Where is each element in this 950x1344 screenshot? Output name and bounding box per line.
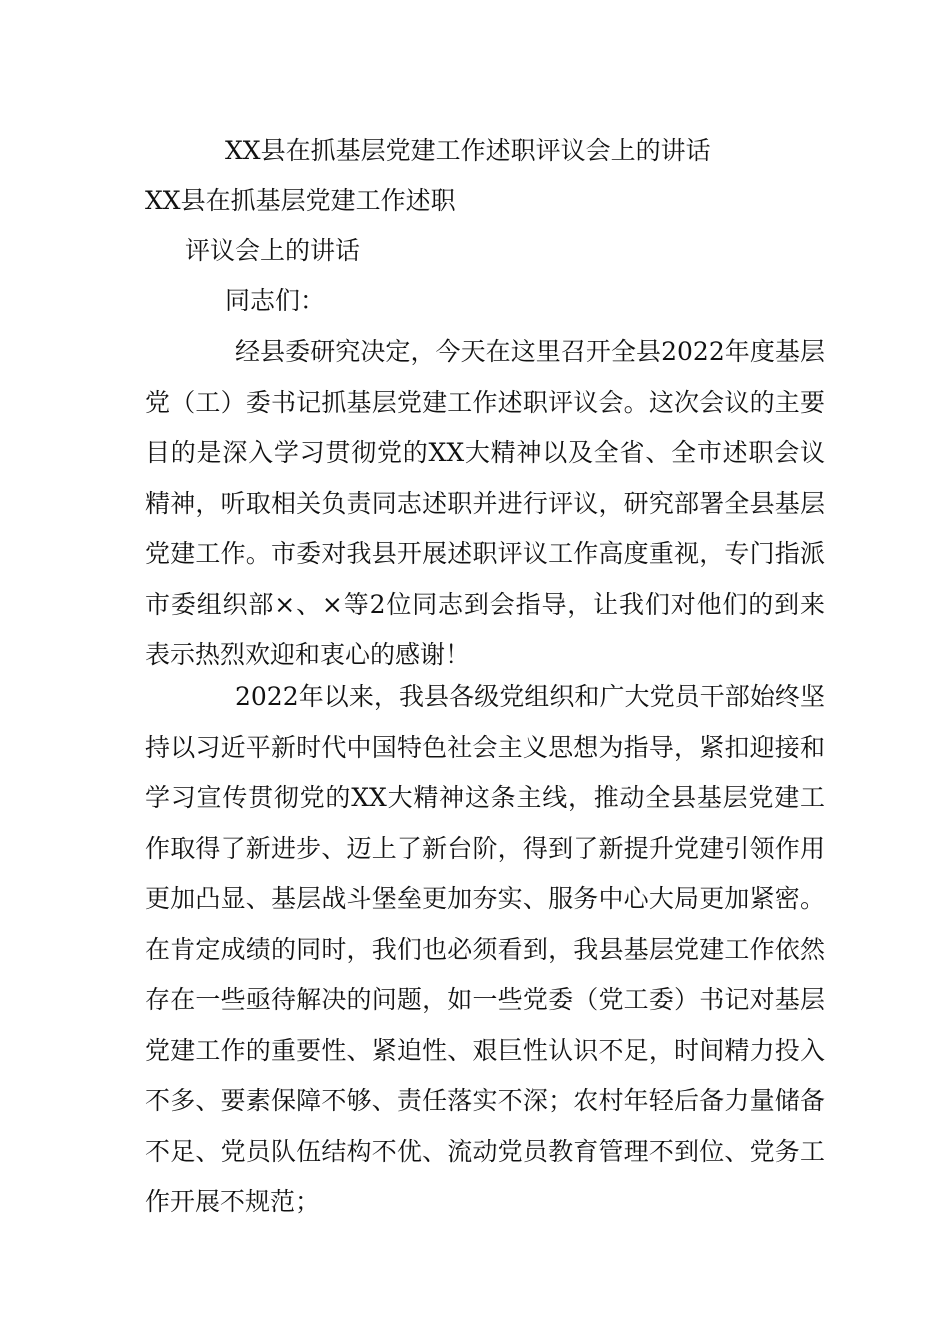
title-line-1: XX县在抓基层党建工作述职 (145, 186, 456, 215)
title-line-2: 评议会上的讲话 (185, 236, 361, 265)
document-heading: XX县在抓基层党建工作述职评议会上的讲话 (225, 136, 711, 165)
paragraph-1: 经县委研究决定，今天在这里召开全县2022年度基层党（工）委书记抓基层党建工作述职评议会。这次会议的主要目的是深入学习贯彻党的XX大精神以及全省、全市述职会议精神，听取相关负责同志述职并进行评议，研究部署全县基层党建工作。市委对我县开展述职评议工作高度重视，专门指派市委组织部×、×等2位同志到会指导，让我们对他们的到来表示热烈欢迎和衷心的感谢！ (145, 337, 825, 669)
greeting: 同志们： (225, 286, 326, 315)
paragraph-2: 2022年以来，我县各级党组织和广大党员干部始终坚持以习近平新时代中国特色社会主义思想为指导，紧扣迎接和学习宣传贯彻党的XX大精神这条主线，推动全县基层党建工作取得了新进步、迈上了新台阶，得到了新提升党建引领作用更加凸显、基层战斗堡垒更加夯实、服务中心大局更加紧密。在肯定成绩的同时，我们也必须看到，我县基层党建工作依然存在一些亟待解决的问题，如一些党委（党工委）书记对基层党建工作的重要性、紧迫性、艰巨性认识不足，时间精力投入不多、要素保障不够、责任落实不深；农村年轻后备力量储备不足、党员队伍结构不优、流动党员教育管理不到位、党务工作开展不规范； (145, 682, 825, 1216)
